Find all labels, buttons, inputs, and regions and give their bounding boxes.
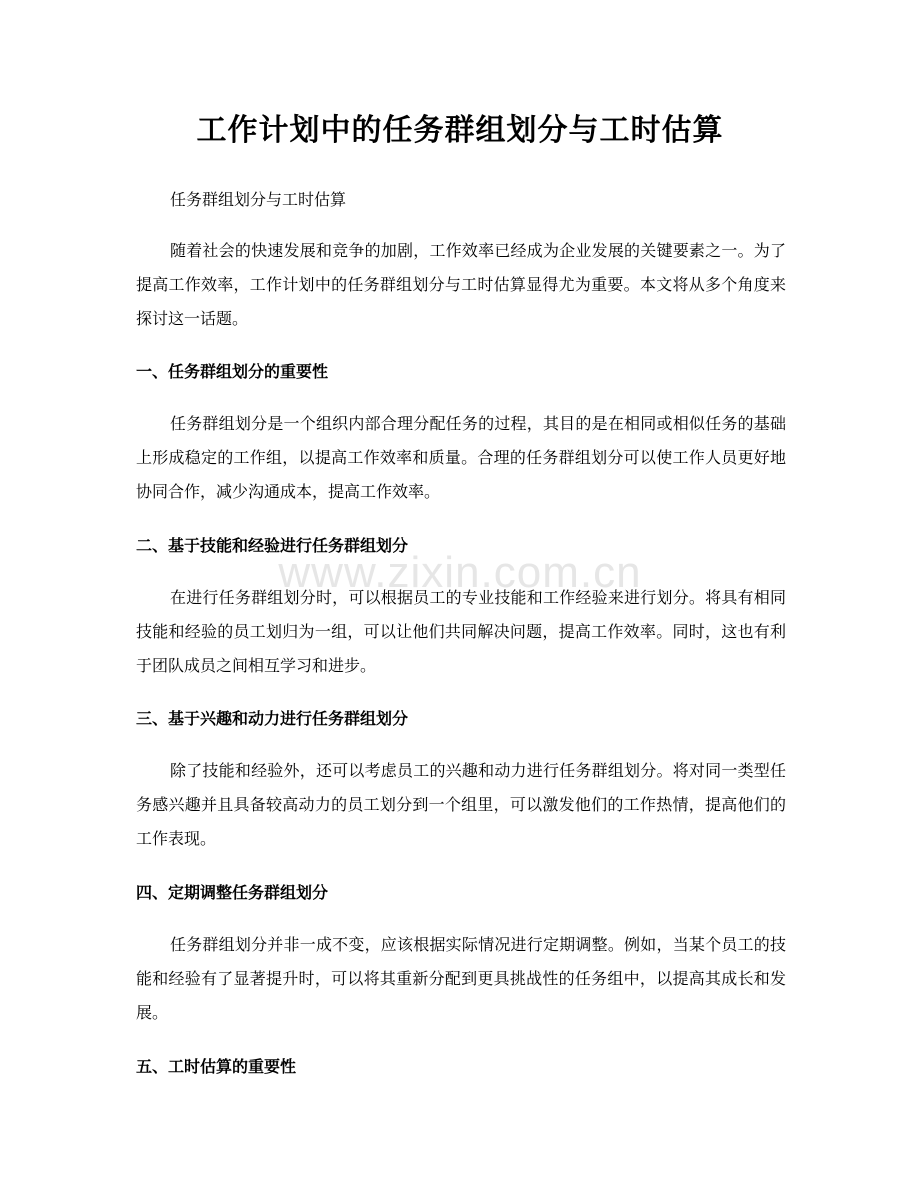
- section-1-body: 任务群组划分是一个组织内部合理分配任务的过程，其目的是在相同或相似任务的基础上形成稳定的工作组，以提高工作效率和质量。合理的任务群组划分可以使工作人员更好地协同合作，减少沟通成本，提高工作效率。: [136, 414, 786, 501]
- section-1-heading: 一、任务群组划分的重要性: [136, 362, 329, 381]
- section-4-heading: 四、定期调整任务群组划分: [136, 883, 329, 902]
- intro-paragraph: 随着社会的快速发展和竞争的加剧，工作效率已经成为企业发展的关键要素之一。为了提高工作效率，工作计划中的任务群组划分与工时估算显得尤为重要。本文将从多个角度来探讨这一话题。: [136, 241, 786, 328]
- section-4-body: 任务群组划分并非一成不变，应该根据实际情况进行定期调整。例如，当某个员工的技能和经验有了显著提升时，可以将其重新分配到更具挑战性的任务组中，以提高其成长和发展。: [136, 935, 786, 1022]
- section-3-heading: 三、基于兴趣和动力进行任务群组划分: [136, 709, 409, 728]
- document-subtitle: 任务群组划分与工时估算: [170, 190, 347, 209]
- document-title: 工作计划中的任务群组划分与工时估算: [196, 113, 724, 148]
- section-5-heading: 五、工时估算的重要性: [136, 1057, 297, 1076]
- watermark: www.zixin.com.cn: [278, 548, 642, 597]
- section-3-body: 除了技能和经验外，还可以考虑员工的兴趣和动力进行任务群组划分。将对同一类型任务感兴趣并且具备较高动力的员工划分到一个组里，可以激发他们的工作热情，提高他们的工作表现。: [136, 761, 786, 848]
- section-2-body: 在进行任务群组划分时，可以根据员工的专业技能和工作经验来进行划分。将具有相同技能和经验的员工划归为一组，可以让他们共同解决问题，提高工作效率。同时，这也有利于团队成员之间相互学习和进步。: [136, 588, 786, 675]
- section-2-heading: 二、基于技能和经验进行任务群组划分: [136, 536, 409, 555]
